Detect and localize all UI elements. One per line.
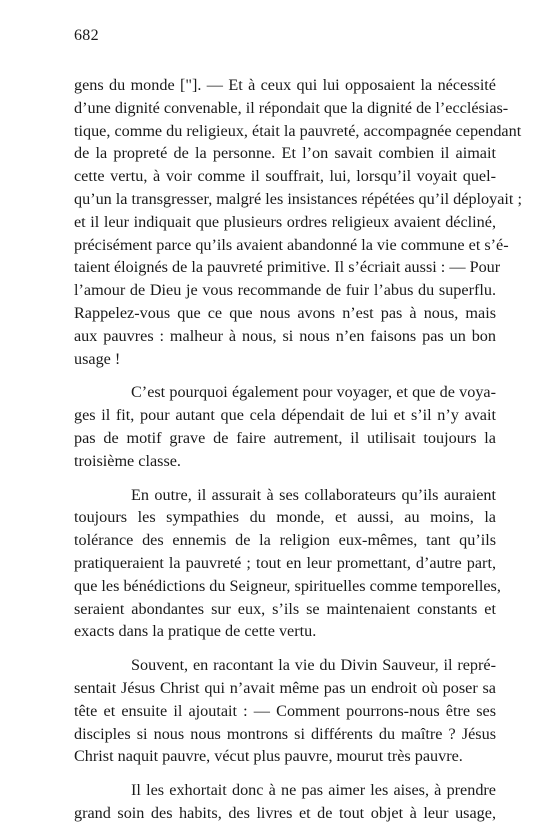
page-body — [74, 74, 522, 836]
text-line: gens du monde ["]. — Et à ceux qui lui opposaient la nécessité — [74, 76, 496, 94]
text-line: et il leur indiquait que plusieurs ordres religieux avaient décliné, — [74, 212, 496, 231]
text-line: cette vertu, à voir comme il souffrait, lui, lorsqu’il voyait quel- — [74, 167, 496, 186]
paragraph — [74, 74, 522, 370]
text-line: tique, comme du religieux, était la pauvreté, accompagnée cependant — [74, 121, 522, 140]
text-line: de la propreté de la personne. Et l’on savait combien il aimait — [74, 144, 496, 163]
text-line: pas de motif grave de faire autrement, il utilisait toujours la — [74, 428, 496, 447]
text-line: sentait Jésus Christ qui n’avait même pas un endroit où poser sa — [74, 678, 496, 697]
paragraph — [74, 381, 496, 472]
page-number: 682 — [74, 27, 99, 44]
text-line: l’amour de Dieu je vous recommande de fuir l’abus du superflu. — [74, 281, 496, 300]
text-line: seraient abondantes sur eux, s’ils se maintenaient constants et — [74, 599, 496, 618]
text-line: d’une dignité convenable, il répondait que la dignité de l’ecclésias- — [74, 98, 509, 117]
text-line: tolérance des ennemis de la religion eux-mêmes, tant qu’ils — [74, 531, 496, 550]
text-line: En outre, il assurait à ses collaborateurs qu’ils auraient — [131, 485, 496, 504]
text-line: C’est pourquoi également pour voyager, et que de voya- — [131, 383, 496, 402]
text-line: ges il fit, pour autant que cela dépendait de lui et s’il n’y avait — [74, 406, 496, 425]
text-line: précisément parce qu’ils avaient abandonné la vie commune et s’é- — [74, 235, 509, 254]
text-line: pratiqueraient la pauvreté ; tout en leur promettant, d’autre part, — [74, 553, 496, 572]
text-line: exacts dans la pratique de cette vertu. — [74, 622, 317, 641]
text-line: tête et ensuite il ajoutait : — Comment pourrons-nous être ses — [74, 701, 496, 720]
paragraph — [74, 484, 501, 644]
paragraph — [74, 779, 496, 825]
paragraph — [74, 654, 496, 768]
text-line: toujours les sympathies du monde, et aussi, au moins, la — [74, 508, 496, 527]
text-line: Rappelez-vous que ce que nous avons n’est pas à nous, mais — [74, 303, 496, 322]
text-line: aux pauvres : malheur à nous, si nous n’en faisons pas un bon — [74, 326, 496, 345]
text-line: Christ naquit pauvre, vécut plus pauvre, mourut très pauvre. — [74, 747, 463, 766]
text-line: Souvent, en racontant la vie du Divin Sauveur, il repré- — [131, 656, 496, 675]
text-line: usage ! — [74, 349, 121, 368]
text-line: taient éloignés de la pauvreté primitive. Il s’écriait aussi : — Pour — [74, 258, 501, 277]
text-line: disciples si nous nous montrons si différents du maître ? Jésus — [74, 724, 496, 743]
text-line: que les bénédictions du Seigneur, spirituelles comme temporelles, — [74, 576, 501, 595]
text-line: grand soin des habits, des livres et de tout objet à leur usage, — [74, 803, 496, 822]
text-line: Il les exhortait donc à ne pas aimer les aises, à prendre — [131, 781, 496, 800]
text-line: troisième classe. — [74, 451, 181, 470]
text-line: qu’un la transgresser, malgré les insistances répétées qu’il déployait ; — [74, 189, 522, 208]
